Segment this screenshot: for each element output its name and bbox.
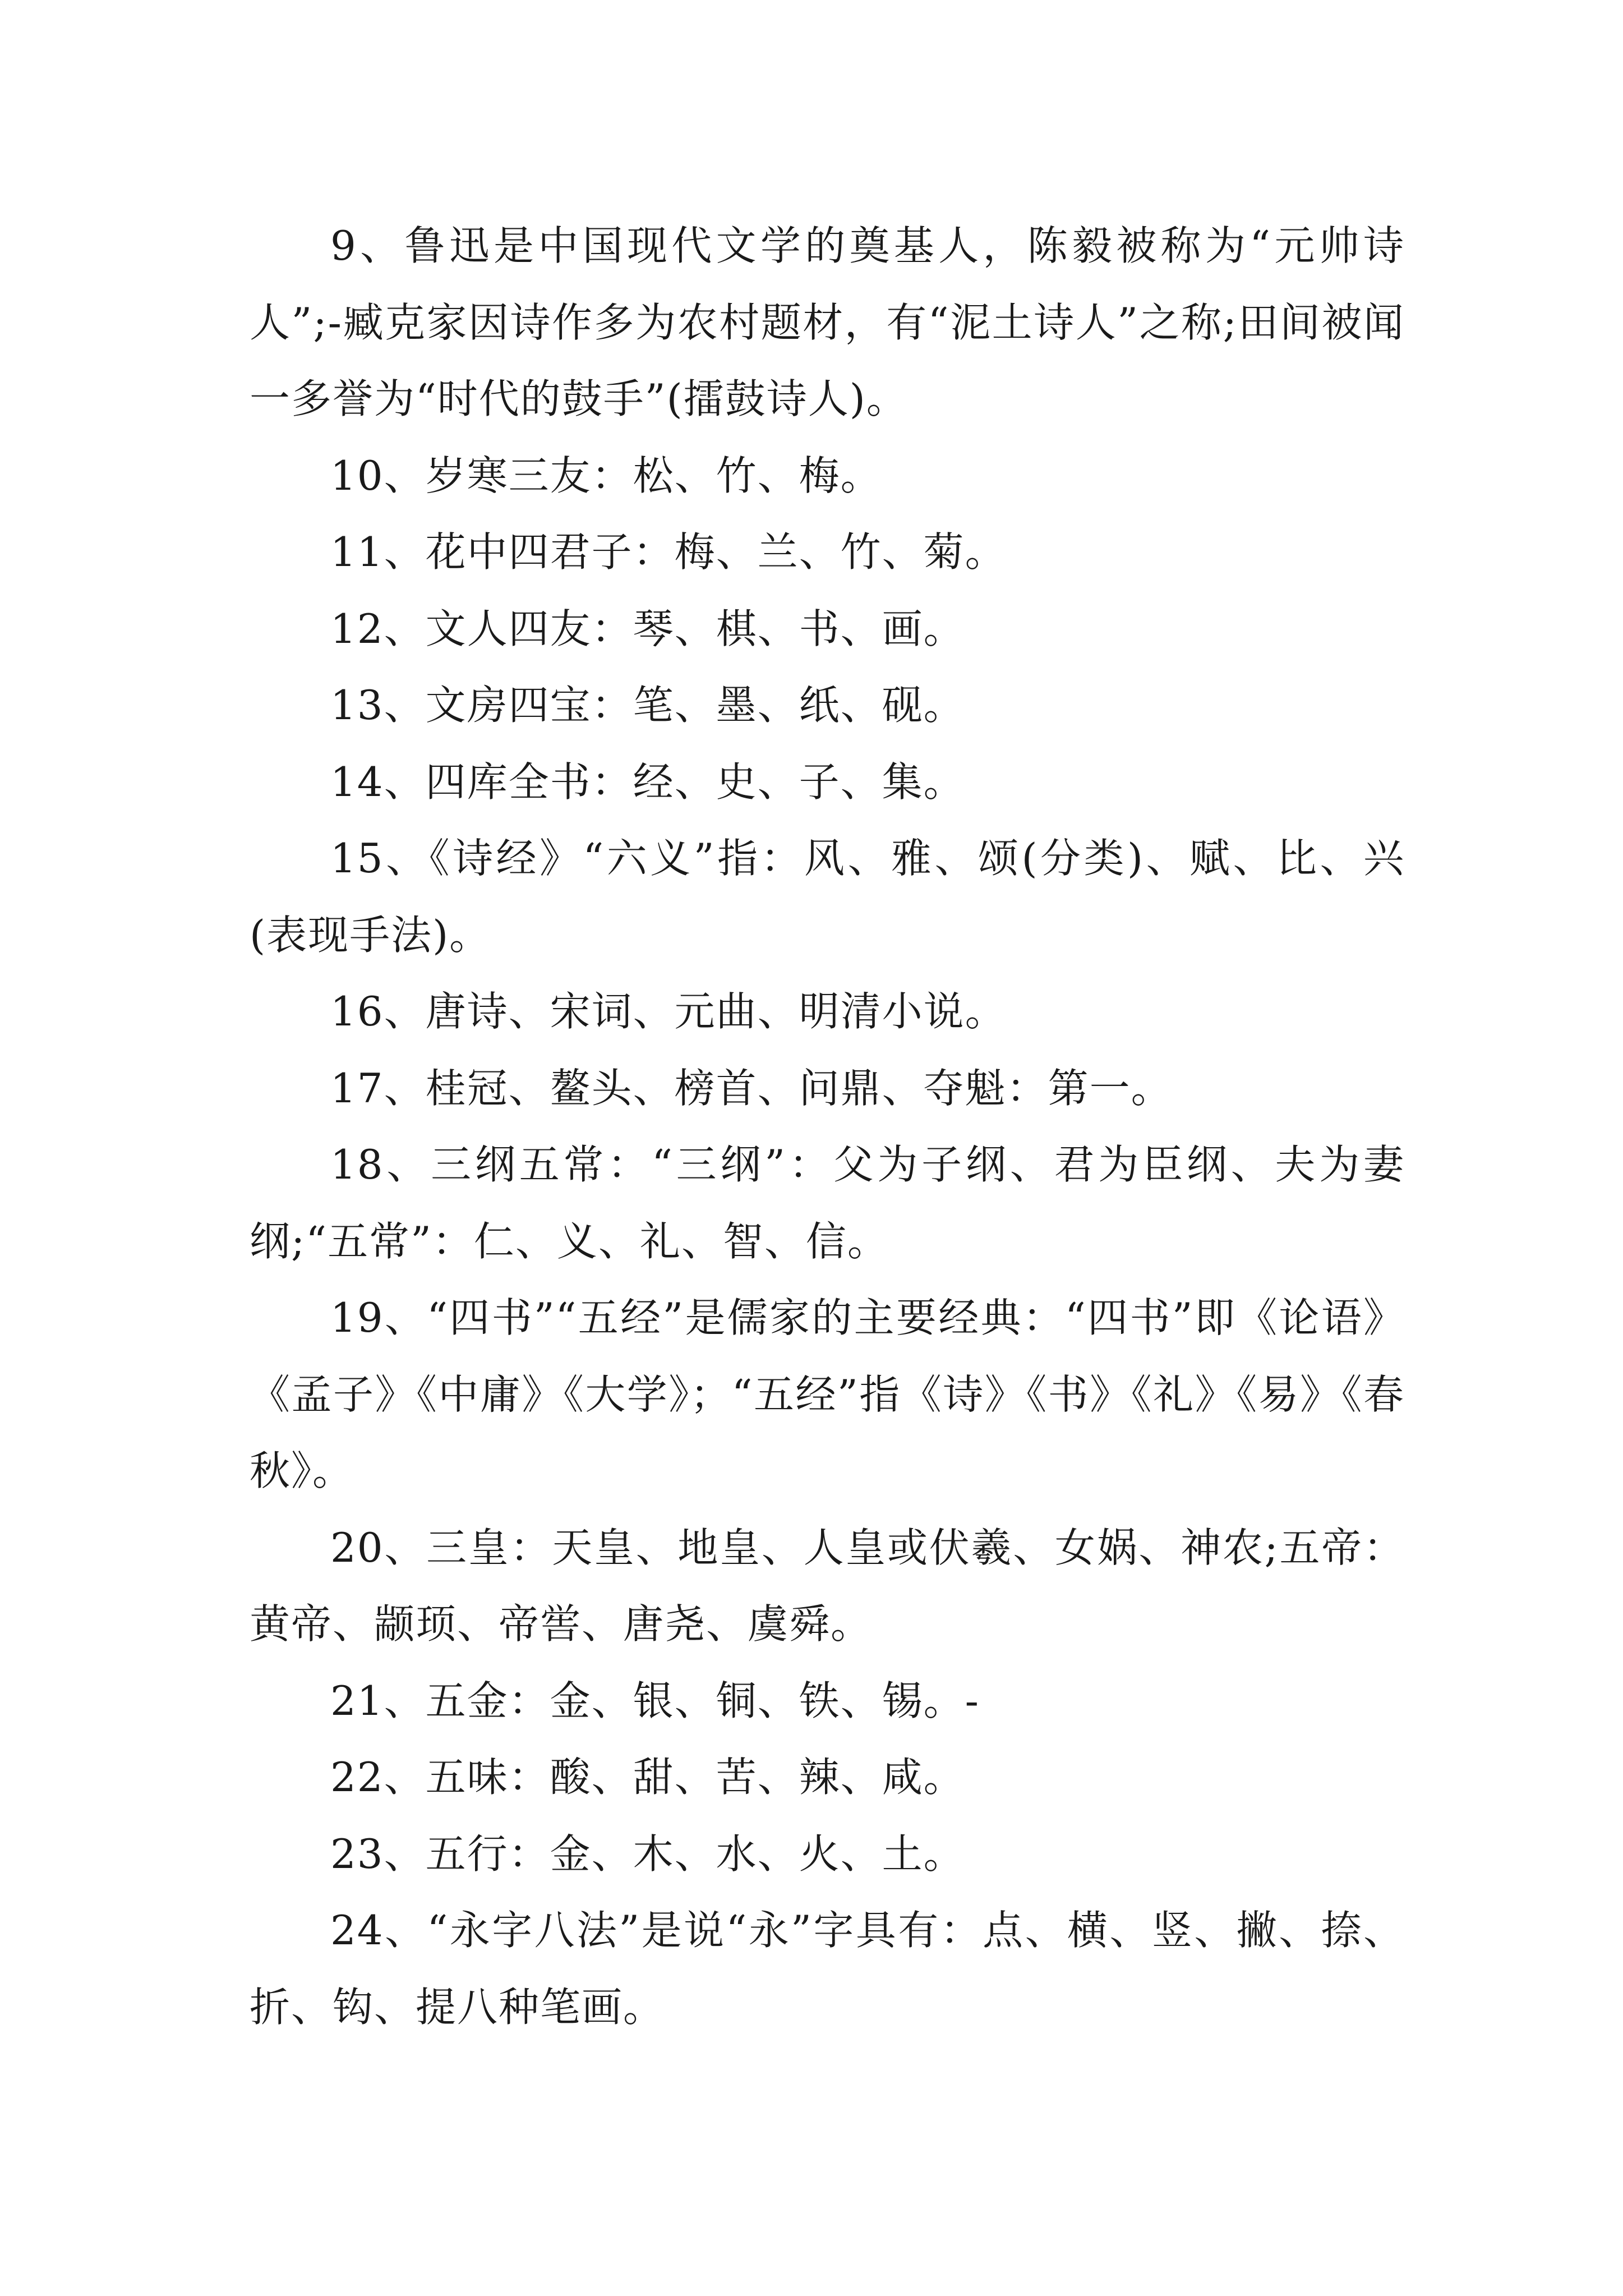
paragraph-item-16: 16、唐诗、宋词、元曲、明清小说。 bbox=[330, 988, 1007, 1035]
paragraph-item-21: 21、五金：金、银、铜、铁、锡。- bbox=[330, 1677, 980, 1724]
paragraph-item-24: 24、“永字八法”是说“永”字具有：点、横、竖、撇、捺、折、钩、提八种笔画。 bbox=[250, 1907, 1405, 2031]
paragraph-item-12: 12、文人四友：琴、棋、书、画。 bbox=[330, 605, 965, 652]
paragraph-item-11: 11、花中四君子：梅、兰、竹、菊。 bbox=[330, 528, 1007, 576]
paragraph-item-15: 15、《诗经》“六义”指：风、雅、颂(分类)、赋、比、兴(表现手法)。 bbox=[250, 835, 1405, 959]
paragraph-item-17: 17、桂冠、鳌头、榜首、问鼎、夺魁：第一。 bbox=[330, 1064, 1173, 1112]
paragraph-item-14: 14、四库全书：经、史、子、集。 bbox=[330, 758, 965, 806]
paragraph-item-20: 20、三皇：天皇、地皇、人皇或伏羲、女娲、神农;五帝：黄帝、颛顼、帝喾、唐尧、虞舜。 bbox=[250, 1524, 1405, 1648]
paragraph-item-22: 22、五味：酸、甜、苦、辣、咸。 bbox=[330, 1754, 965, 1801]
document-body bbox=[250, 208, 1405, 2045]
paragraph-item-23: 23、五行：金、木、水、火、土。 bbox=[330, 1830, 965, 1878]
paragraph-item-18: 18、三纲五常：“三纲”：父为子纲、君为臣纲、夫为妻纲;“五常”：仁、义、礼、智、信。 bbox=[250, 1141, 1405, 1265]
paragraph-item-9: 9、鲁迅是中国现代文学的奠基人，陈毅被称为“元帅诗人”;-臧克家因诗作多为农村题材，有“泥土诗人”之称;田间被闻一多誉为“时代的鼓手”(擂鼓诗人)。 bbox=[250, 222, 1405, 422]
paragraph-item-19: 19、“四书”“五经”是儒家的主要经典：“四书”即《论语》《孟子》《中庸》《大学》；“五经”指《诗》《书》《礼》《易》《春秋》。 bbox=[250, 1294, 1405, 1494]
paragraph-item-10: 10、岁寒三友：松、竹、梅。 bbox=[330, 452, 882, 499]
paragraph-item-13: 13、文房四宝：笔、墨、纸、砚。 bbox=[330, 682, 965, 729]
